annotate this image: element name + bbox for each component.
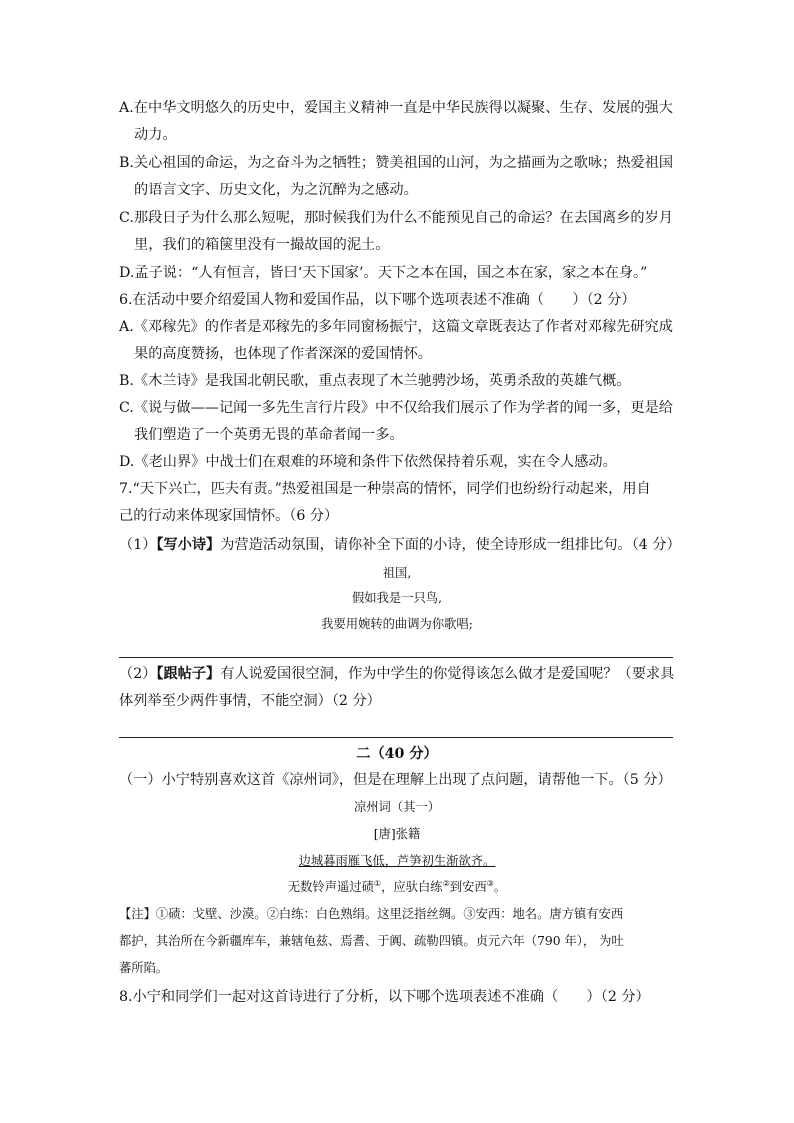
option-a-line1: A.在中华文明悠久的历史中，爱国主义精神一直是中华民族得以凝聚、生存、发展的强大 (119, 100, 673, 116)
footnote-marker-1: ① (373, 878, 382, 888)
option-c-line2: 里，我们的箱箧里没有一撮故国的泥土。 (134, 237, 390, 253)
question-7-stem-line2: 己的行动来体现家国情怀。（6 分） (119, 508, 339, 524)
footnote-marker-3: ③ (486, 878, 494, 888)
option-d-line: D.孟子说：“人有恒言，皆曰‘天下国家’。天下之本在国，国之本在家，家之本在身。” (119, 265, 648, 281)
q6-option-d: D.《老山界》中战士们在艰难的环境和条件下依然保持着乐观，实在令人感动。 (119, 454, 617, 470)
section-intro: （一）小宁特别喜欢这首《凉州词》，但是在理解上出现了点问题，请帮他一下。（5 分） (119, 772, 672, 788)
poem-author: [唐]张籍 (373, 827, 421, 841)
q7-part2-number: （2） (119, 666, 157, 682)
option-b-line2: 的语言文字、历史文化，为之沉醉为之感动。 (134, 182, 418, 198)
question-6-stem: 6.在活动中要介绍爱国人物和爱国作品，以下哪个选项表述不准确（ ）（2 分） (119, 292, 636, 308)
answer-line-1 (119, 657, 673, 658)
q6-option-c-line1: C.《说与做——记闻一多先生言行片段》中不仅给我们展示了作为学者的闻一多，更是给 (119, 400, 673, 416)
note-line-1: 【注】①碛：戈壁、沙漠。②白练：白色熟绢。这里泛指丝绸。③安西：地名。唐方镇有安西 (119, 907, 624, 921)
footnote-marker-2: ② (442, 878, 450, 888)
q7-part2-tag: 【跟帖子】 (156, 666, 221, 682)
option-a-line2: 动力。 (134, 127, 177, 143)
underlined-verse: 边城暮雨雁飞低，芦笋初生渐欲齐。 (298, 854, 496, 868)
verse2-part-b: ，应驮白练 (381, 880, 443, 894)
q7-part1-text: 为营造活动氛围，请你补全下面的小诗，使全诗形成一组排比句。（4 分） (220, 537, 681, 553)
q7-part1-number: （1） (119, 537, 157, 553)
poem-title: 凉州词（其一） (353, 800, 441, 814)
note-line-3: 蕃所陷。 (119, 961, 169, 975)
poem-line-1: 祖国, (382, 566, 412, 580)
answer-line-2 (119, 737, 673, 738)
question-8-stem: 8.小宁和同学们一起对这首诗进行了分析，以下哪个选项表述不准确（ ）（2 分） (119, 989, 650, 1005)
verse2-part-d: 。 (493, 880, 507, 894)
q7-part1-tag: 【写小诗】 (156, 537, 221, 553)
poem-verse-1 (0, 851, 794, 871)
q7-part2-text: 有人说爱国很空洞，作为中学生的你觉得该怎么做才是爱国呢？（要求具 (220, 666, 675, 682)
q7-part2-line2: 体列举至少两件事情，不能空洞）（2 分） (119, 693, 381, 709)
note-line-2: 都护，其治所在今新疆库车，兼辖龟兹、焉耆、于阗、疏勒四镇。贞元六年（790 年）， 为吐 (119, 934, 624, 948)
poem-line-3: 我要用婉转的曲调为你歌唱; (321, 617, 473, 631)
q6-option-a-line1: A.《邓稼先》的作者是邓稼先的多年同窗杨振宁，这篇文章既表达了作者对邓稼先研究成 (119, 319, 673, 335)
poem-line-2: 假如我是一只鸟, (352, 591, 442, 605)
question-7-stem-line1: 7.“天下兴亡，匹夫有责。”热爱祖国是一种崇高的情怀，同学们也纷纷行动起来，用自 (119, 481, 651, 497)
section-heading: 二（40 分） (356, 746, 438, 762)
poem-verse-2 (0, 877, 794, 897)
option-b-line1: B.关心祖国的命运，为之奋斗为之牺牲；赞美祖国的山河，为之描画为之歌咏；热爱祖国 (119, 155, 674, 171)
q7-part2 (119, 664, 674, 684)
verse2-part-a: 无数铃声遥过碛 (287, 880, 374, 894)
option-c-line1: C.那段日子为什么那么短呢，那时候我们为什么不能预见自己的命运？在去国离乡的岁月 (119, 210, 673, 226)
q6-option-c-line2: 我们塑造了一个英勇无畏的革命者闻一多。 (134, 427, 404, 443)
q7-part1 (119, 535, 681, 555)
q6-option-a-line2: 果的高度赞扬，也体现了作者深深的爱国情怀。 (134, 346, 432, 362)
q6-option-b: B.《木兰诗》是我国北朝民歌，重点表现了木兰驰骋沙场，英勇杀敌的英雄气概。 (119, 373, 631, 389)
verse2-part-c: 到安西 (449, 880, 487, 894)
